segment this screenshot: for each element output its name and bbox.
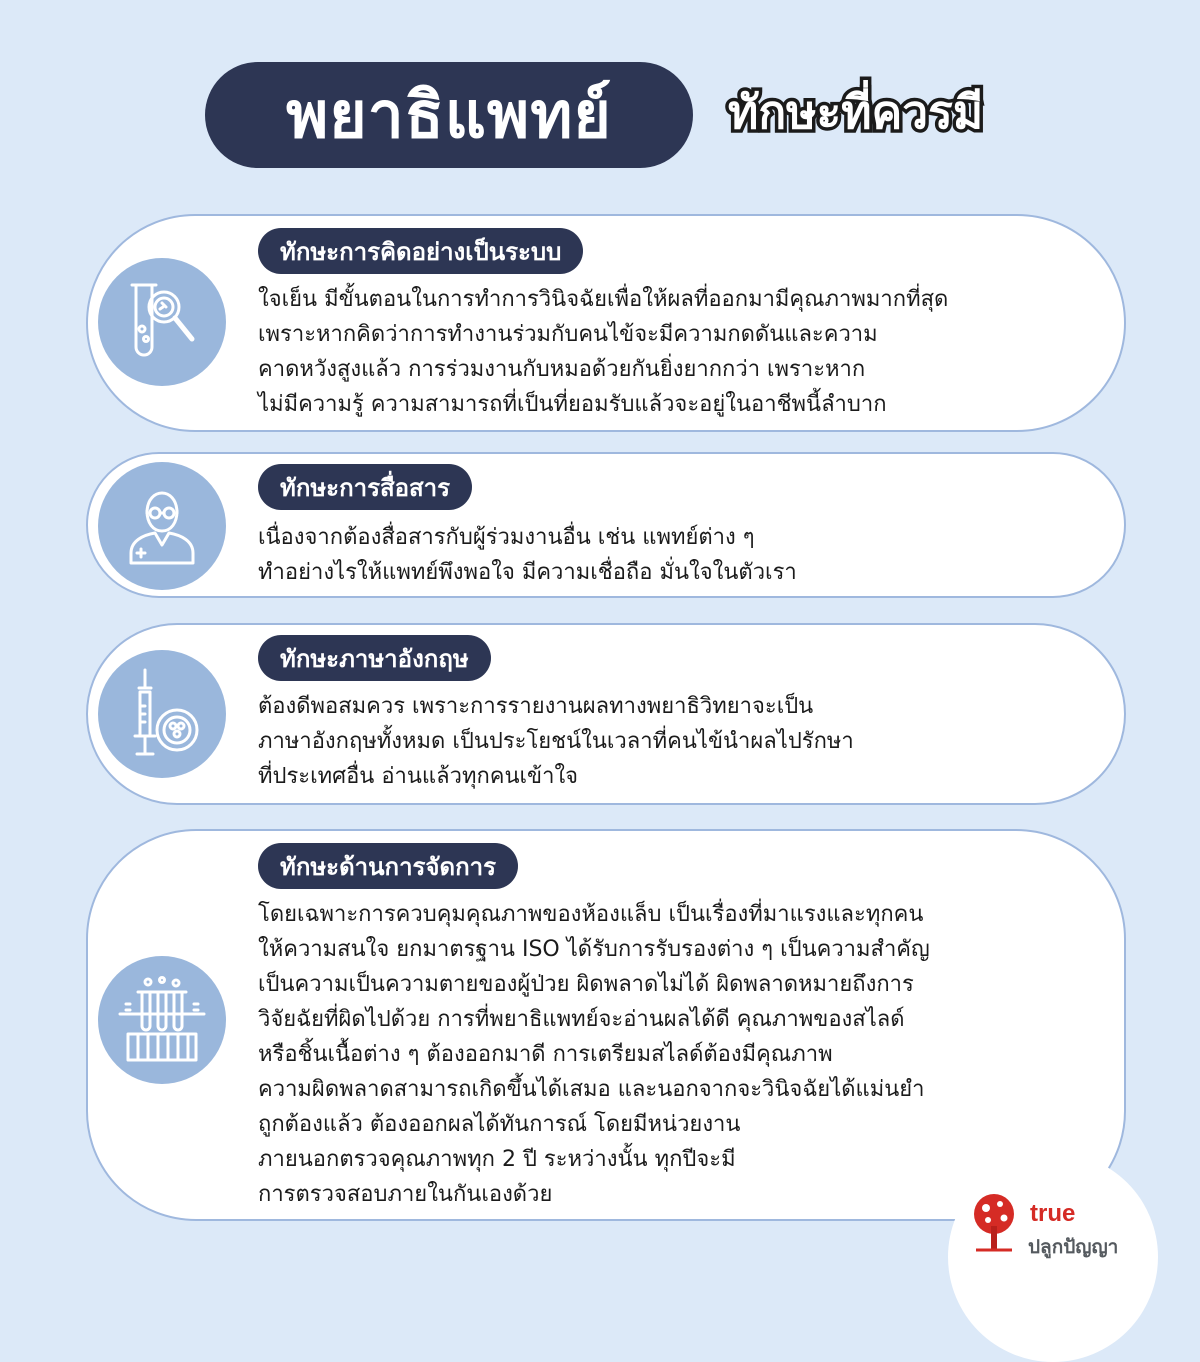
skill-title: ทักษะการสื่อสาร — [258, 464, 472, 510]
description-line: เป็นความเป็นความตายของผู้ป่วย ผิดพลาดไม่ได้ ผิดพลาดหมายถึงการ — [258, 972, 914, 997]
description-line: ใจเย็น มีขั้นตอนในการทำการวินิจฉัยเพื่อให้ผลที่ออกมามีคุณภาพมากที่สุด — [258, 287, 949, 312]
description-line: ความผิดพลาดสามารถเกิดขึ้นได้เสมอ และนอกจากจะวินิจฉัยได้แม่นยำ — [258, 1077, 925, 1102]
description-line: เนื่องจากต้องสื่อสารกับผู้ร่วมงานอื่น เช่น แพทย์ต่าง ๆ — [258, 525, 755, 550]
description-line: ภายนอกตรวจคุณภาพทุก 2 ปี ระหว่างนั้น ทุกปีจะมี — [258, 1147, 736, 1172]
description-line: เพราะหากคิดว่าการทำงานร่วมกับคนไข้จะมีความกดดันและความ — [258, 322, 878, 347]
skill-title: ทักษะภาษาอังกฤษ — [258, 635, 491, 681]
page-title: พยาธิแพทย์ — [286, 79, 612, 153]
skill-title: ทักษะการคิดอย่างเป็นระบบ — [258, 228, 583, 274]
skill-description — [258, 520, 1106, 590]
skill-description — [258, 282, 1106, 422]
description-line: ถูกต้องแล้ว ต้องออกผลได้ทันการณ์ โดยมีหน่วยงาน — [258, 1112, 741, 1137]
skill-description — [258, 689, 1106, 794]
skill-card-systematic-thinking — [86, 214, 1126, 432]
description-line: คาดหวังสูงแล้ว การร่วมงานกับหมอด้วยกันยิ่งยากกว่า เพราะหาก — [258, 357, 866, 382]
tree-logo-icon — [964, 1192, 1024, 1256]
description-line: ทำอย่างไรให้แพทย์พึงพอใจ มีความเชื่อถือ มั่นใจในตัวเรา — [258, 560, 797, 585]
logo-brand-text: true — [1030, 1200, 1076, 1227]
description-line: ต้องดีพอสมควร เพราะการรายงานผลทางพยาธิวิทยาจะเป็น — [258, 694, 814, 719]
icon-circle — [98, 258, 226, 386]
description-line: ที่ประเทศอื่น อ่านแล้วทุกคนเข้าใจ — [258, 764, 579, 789]
icon-circle — [98, 462, 226, 590]
skill-card-communication — [86, 452, 1126, 598]
title-pill — [205, 62, 693, 168]
true-plook-panya-logo — [948, 1152, 1158, 1362]
icon-circle — [98, 956, 226, 1084]
icon-circle — [98, 650, 226, 778]
page-subtitle: ทักษะที่ควรมี — [728, 84, 984, 139]
test-tube-rack-icon — [114, 974, 210, 1066]
description-line: ไม่มีความรู้ ความสามารถที่เป็นที่ยอมรับแล้วจะอยู่ในอาชีพนี้ลำบาก — [258, 392, 887, 417]
description-line: วิจัยฉัยที่ผิดไปด้วย การที่พยาธิแพทย์จะอ่านผลได้ดี คุณภาพของสไลด์ — [258, 1007, 905, 1032]
doctor-icon — [119, 483, 205, 569]
test-tube-magnifier-icon — [122, 277, 202, 367]
logo-tagline: ปลูกปัญญา — [1028, 1236, 1119, 1258]
skill-card-management — [86, 829, 1126, 1221]
description-line: การตรวจสอบภายในกันเองด้วย — [258, 1182, 553, 1207]
description-line: ให้ความสนใจ ยกมาตรฐาน ISO ได้รับการรับรองต่าง ๆ เป็นความสำคัญ — [258, 937, 930, 962]
skill-title: ทักษะด้านการจัดการ — [258, 843, 518, 889]
syringe-virus-icon — [119, 666, 205, 762]
skill-description — [258, 897, 1106, 1212]
skill-card-english — [86, 623, 1126, 805]
description-line: ภาษาอังกฤษทั้งหมด เป็นประโยชน์ในเวลาที่คนไข้นำผลไปรักษา — [258, 729, 854, 754]
description-line: โดยเฉพาะการควบคุมคุณภาพของห้องแล็บ เป็นเรื่องที่มาแรงและทุกคน — [258, 902, 924, 927]
description-line: หรือชิ้นเนื้อต่าง ๆ ต้องออกมาดี การเตรียมสไลด์ต้องมีคุณภาพ — [258, 1042, 833, 1067]
